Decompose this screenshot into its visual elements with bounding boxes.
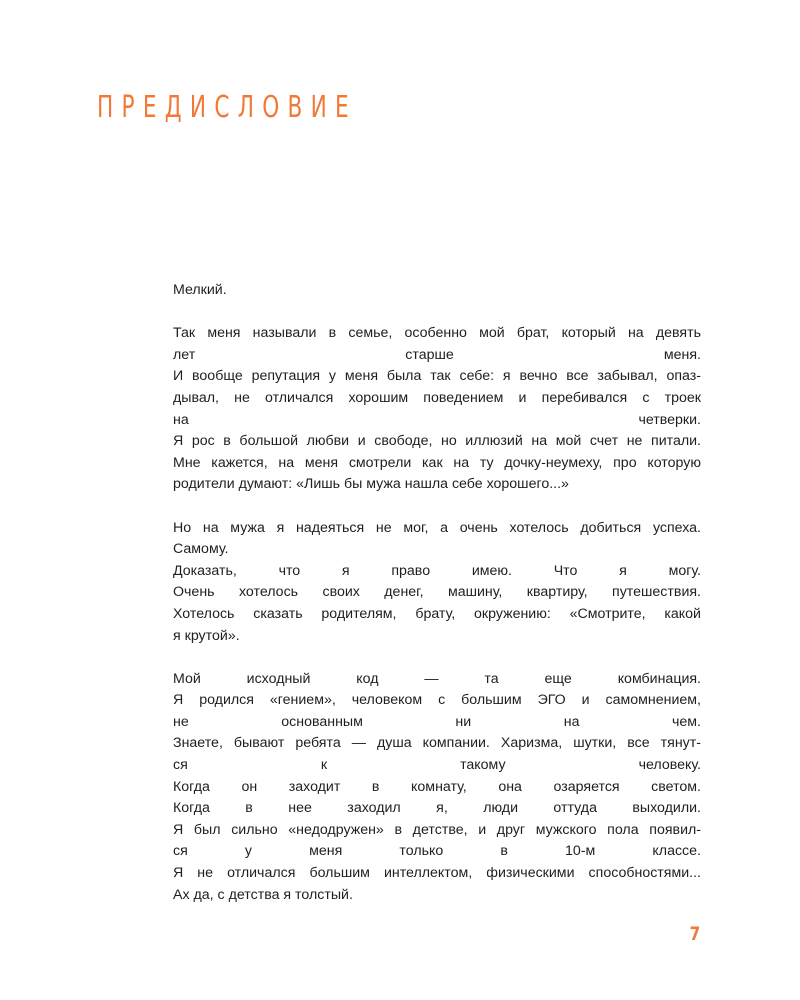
- text-line: Доказать, что я право имею. Что я могу.: [173, 562, 701, 579]
- text-line: Я родился «гением», человеком с большим ЭГО и самомнением,: [173, 692, 701, 709]
- paragraph: [173, 669, 701, 907]
- text-line: Но на мужа я надеяться не мог, а очень хотелось добиться успеха.: [173, 519, 701, 536]
- text-line: я крутой».: [173, 627, 240, 644]
- text-line: ся к такому человеку.: [173, 757, 701, 774]
- text-line: не основанным ни на чем.: [173, 713, 701, 730]
- text-line: Самому.: [173, 541, 229, 558]
- text-line: И вообще репутация у меня была так себе: я вечно все забывал, опаз-: [173, 368, 701, 385]
- chapter-title: ПРЕДИСЛОВИЕ: [97, 90, 357, 125]
- text-line: Мой исходный код — та еще комбинация.: [173, 670, 701, 687]
- text-line: Мелкий.: [173, 282, 227, 298]
- text-line: Я рос в большой любви и свободе, но иллюзий на мой счет не питали.: [173, 433, 701, 450]
- paragraph: [173, 323, 701, 496]
- text-line: Когда в нее заходил я, люди оттуда выходили.: [173, 800, 701, 817]
- text-line: Ах да, с детства я толстый.: [173, 886, 353, 903]
- text-line: Я не отличался большим интеллектом, физическими способностями...: [173, 865, 701, 882]
- text-line: Мне кажется, на меня смотрели как на ту дочку-неумеху, про которую: [173, 454, 701, 471]
- text-line: Хотелось сказать родителям, брату, окружению: «Смотрите, какой: [173, 605, 701, 622]
- paragraph: [173, 280, 701, 302]
- chapter-body: [173, 280, 701, 906]
- page-number: 7: [689, 923, 700, 945]
- text-line: Знаете, бывают ребята — душа компании. Харизма, шутки, все тянут-: [173, 735, 701, 752]
- text-line: ся у меня только в 10-м классе.: [173, 843, 701, 860]
- text-line: Я был сильно «недодружен» в детстве, и друг мужского пола появил-: [173, 821, 701, 838]
- text-line: дывал, не отличался хорошим поведением и перебивался с троек: [173, 389, 701, 406]
- text-line: Очень хотелось своих денег, машину, квартиру, путешествия.: [173, 584, 701, 601]
- text-line: лет старше меня.: [173, 346, 701, 363]
- text-line: Когда он заходит в комнату, она озаряется светом.: [173, 778, 701, 795]
- text-line: Так меня называли в семье, особенно мой брат, который на девять: [173, 325, 701, 342]
- text-line: на четверки.: [173, 411, 701, 428]
- paragraph: [173, 518, 701, 648]
- text-line: родители думают: «Лишь бы мужа нашла себе хорошего...»: [173, 476, 569, 493]
